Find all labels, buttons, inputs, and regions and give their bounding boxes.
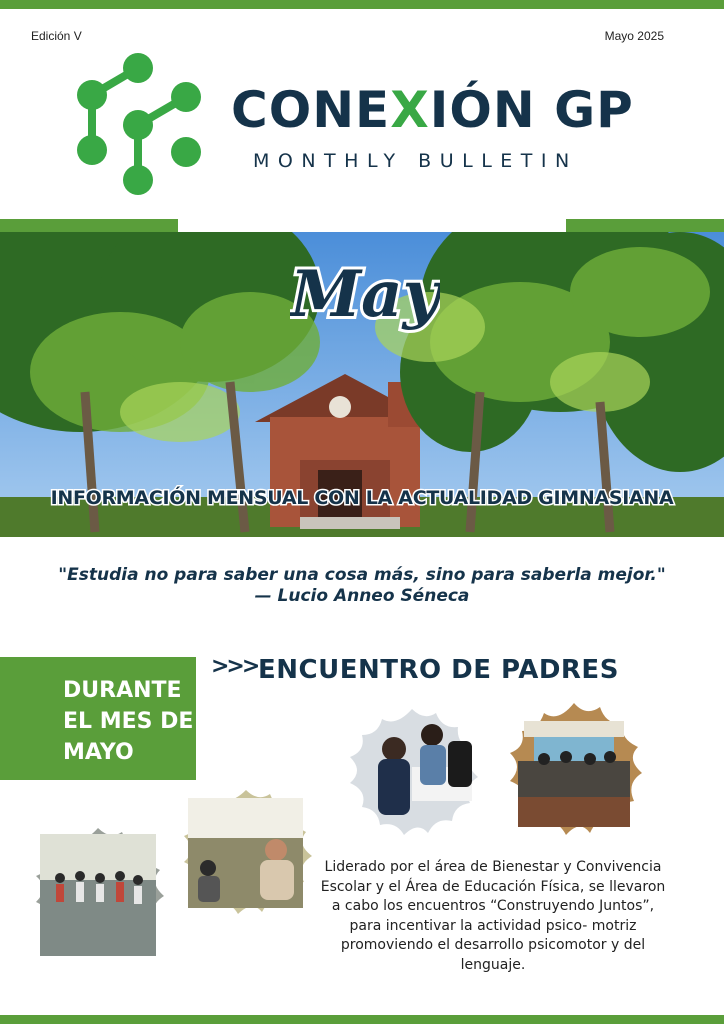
month-script-title [290,248,440,344]
edition-label: Edición V [31,29,82,43]
brand-title-part2: IÓN GP [429,81,634,139]
bottom-accent-bar [0,1015,724,1024]
brand-title-part1: CONE [231,81,391,139]
event-photo-1 [342,707,482,840]
triple-chevron-icon: >>> [211,654,258,679]
brand-title-x: X [390,81,430,139]
section-title: ENCUENTRO DE PADRES [258,655,619,685]
month-summary-line2: EL MES DE [63,709,194,734]
event-photo-3 [178,788,313,918]
month-script-text: May [290,257,440,332]
month-summary-line3: MAYO [63,740,134,765]
top-accent-bar [0,0,724,9]
month-summary-box [0,657,196,780]
section-description: Liderado por el área de Bienestar y Convivencia Escolar y el Área de Educación Física, se llevaron a cabo los encuentros “Construyendo Juntos”, para incentivar la actividad psico- motriz promoviendo el desarrollo psicomotor y del lenguaje. [320,859,666,973]
month-summary-line1: DURANTE [63,678,182,703]
quote-block [0,565,724,607]
issue-date: Mayo 2025 [604,29,664,43]
event-photo-4 [30,826,166,960]
quote-text: "Estudia no para saber una cosa más, sino para saberla mejor." [58,565,666,585]
quote-author: — Lucio Anneo Séneca [254,586,470,606]
event-photo-2 [504,701,644,841]
month-summary-text [63,675,193,768]
hero-caption: INFORMACIÓN MENSUAL CON LA ACTUALIDAD GIMNASIANA [50,487,674,509]
brand-subtitle: MONTHLY BULLETIN [253,150,578,172]
brand-title [231,80,634,140]
molecule-logo-icon [70,50,210,200]
